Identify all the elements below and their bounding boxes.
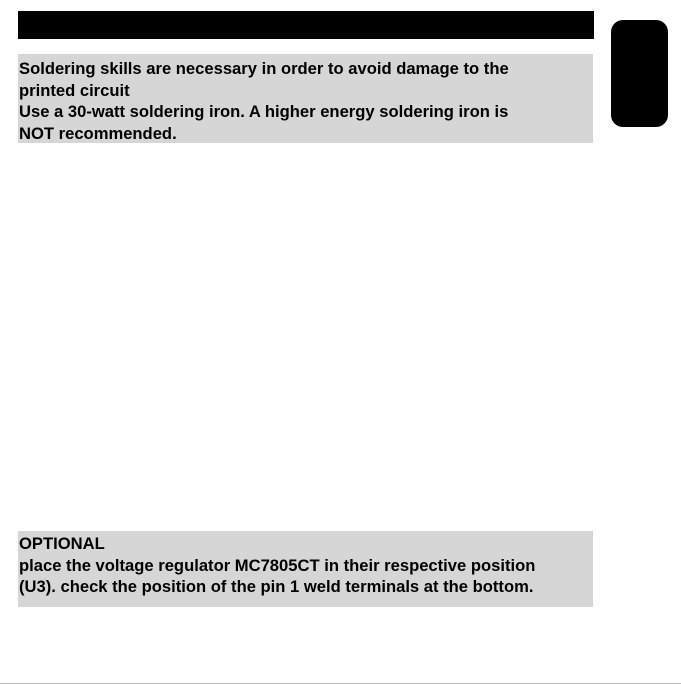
optional-step-box <box>18 531 593 607</box>
warning-line-1: Soldering skills are necessary in order to avoid damage to the <box>19 59 509 78</box>
optional-heading: OPTIONAL <box>19 534 105 553</box>
header-bar <box>18 11 594 39</box>
soldering-warning-box <box>18 54 593 143</box>
warning-line-3: Use a 30-watt soldering iron. A higher energy soldering iron is <box>19 102 509 122</box>
optional-line-2: (U3). check the position of the pin 1 weld terminals at the bottom. <box>19 577 534 597</box>
warning-line-2: printed circuit <box>19 80 130 100</box>
optional-line-1: place the voltage regulator MC7805CT in their respective position <box>19 555 536 575</box>
warning-line-4: NOT recommended. <box>19 123 177 143</box>
page-bottom-divider <box>0 683 681 684</box>
side-tab <box>611 20 668 127</box>
